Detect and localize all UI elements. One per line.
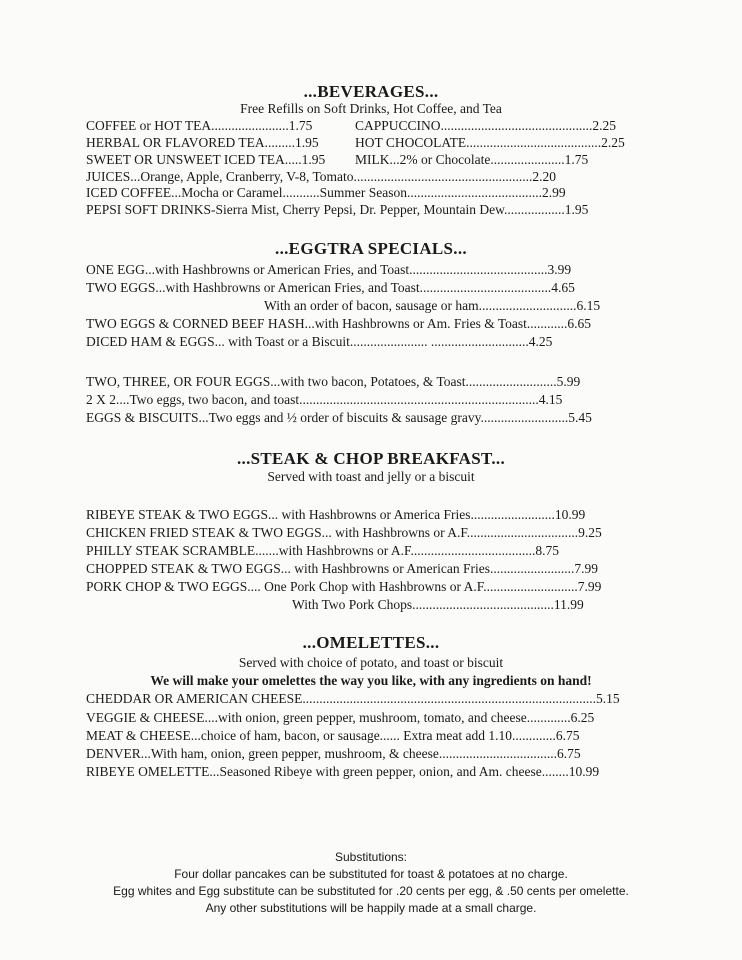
omelettes-subtitle: Served with choice of potato, and toast or biscuit bbox=[238, 655, 504, 670]
substitution-line: Any other substitutions will be happily made at a small charge. bbox=[205, 901, 537, 915]
beverages-heading: ...BEVERAGES... bbox=[303, 82, 439, 101]
substitution-line: Four dollar pancakes can be substituted for toast & potatoes at no charge. bbox=[174, 867, 568, 881]
omelettes-heading: ...OMELETTES... bbox=[302, 633, 440, 652]
menu-line: CAPPUCCINO.............................................2.25 bbox=[355, 118, 617, 133]
menu-line: HOT CHOCOLATE........................................2.25 bbox=[355, 135, 625, 150]
omelettes-note: We will make your omelettes the way you like, with any ingredients on hand! bbox=[150, 673, 592, 688]
menu-line: TWO, THREE, OR FOUR EGGS...with two bacon, Potatoes, & Toast...........................5.99 bbox=[86, 374, 581, 389]
menu-line: With an order of bacon, sausage or ham.............................6.15 bbox=[264, 298, 601, 313]
menu-line: TWO EGGS & CORNED BEEF HASH...with Hashbrowns or Am. Fries & Toast............6.65 bbox=[86, 316, 592, 331]
menu-line: CHICKEN FRIED STEAK & TWO EGGS... with Hashbrowns or A.F.................................9.25 bbox=[86, 525, 602, 540]
menu-line: DENVER...With ham, onion, green pepper, mushroom, & cheese...................................6.75 bbox=[86, 746, 581, 761]
menu-line: ICED COFFEE...Mocha or Caramel...........Summer Season........................................2.99 bbox=[86, 185, 566, 200]
menu-line: DICED HAM & EGGS... with Toast or a Biscuit....................... .............................4.25 bbox=[86, 334, 553, 349]
menu-line: JUICES...Orange, Apple, Cranberry, V-8, Tomato.....................................................2.20 bbox=[86, 169, 557, 184]
steak-heading: ...STEAK & CHOP BREAKFAST... bbox=[237, 449, 505, 468]
substitution-line: Egg whites and Egg substitute can be substituted for .20 cents per egg, & .50 cents per omelette. bbox=[113, 884, 629, 898]
menu-line: EGGS & BISCUITS...Two eggs and ½ order of biscuits & sausage gravy..........................5.45 bbox=[86, 410, 592, 425]
menu-line: SWEET OR UNSWEET ICED TEA.....1.95 bbox=[86, 152, 326, 167]
substitutions-heading: Substitutions: bbox=[334, 850, 408, 864]
menu-line: With Two Pork Chops..........................................11.99 bbox=[292, 597, 584, 612]
menu-line: RIBEYE OMELETTE...Seasoned Ribeye with green pepper, onion, and Am. cheese........10.99 bbox=[86, 764, 600, 779]
beverages-subtitle: Free Refills on Soft Drinks, Hot Coffee, and Tea bbox=[240, 101, 502, 116]
menu-line: PORK CHOP & TWO EGGS.... One Pork Chop with Hashbrowns or A.F............................7.99 bbox=[86, 579, 602, 594]
menu-line: VEGGIE & CHEESE....with onion, green pepper, mushroom, tomato, and cheese.............6.25 bbox=[86, 710, 595, 725]
eggtra-heading: ...EGGTRA SPECIALS... bbox=[275, 239, 467, 258]
menu-line: MILK...2% or Chocolate......................1.75 bbox=[355, 152, 589, 167]
menu-line: CHEDDAR OR AMERICAN CHEESE.......................................................................................5.15 bbox=[86, 691, 620, 706]
menu-line: PHILLY STEAK SCRAMBLE.......with Hashbrowns or A.F.....................................8.75 bbox=[86, 543, 559, 558]
steak-subtitle: Served with toast and jelly or a biscuit bbox=[267, 469, 475, 484]
menu-line: COFFEE or HOT TEA.......................1.75 bbox=[86, 118, 313, 133]
menu-line: 2 X 2....Two eggs, two bacon, and toast.......................................................................4.15 bbox=[86, 392, 563, 407]
menu-line: RIBEYE STEAK & TWO EGGS... with Hashbrowns or America Fries.........................10.99 bbox=[86, 507, 586, 522]
menu-line: TWO EGGS...with Hashbrowns or American Fries, and Toast.......................................4.65 bbox=[86, 280, 575, 295]
menu-line: ONE EGG...with Hashbrowns or American Fries, and Toast.........................................3.99 bbox=[86, 262, 572, 277]
menu-line: MEAT & CHEESE...choice of ham, bacon, or sausage...... Extra meat add 1.10.............6.75 bbox=[86, 728, 580, 743]
menu-line: CHOPPED STEAK & TWO EGGS... with Hashbrowns or American Fries.........................7.99 bbox=[86, 561, 598, 576]
menu-line: HERBAL OR FLAVORED TEA.........1.95 bbox=[86, 135, 319, 150]
menu-line: PEPSI SOFT DRINKS-Sierra Mist, Cherry Pepsi, Dr. Pepper, Mountain Dew..................1.95 bbox=[86, 202, 589, 217]
